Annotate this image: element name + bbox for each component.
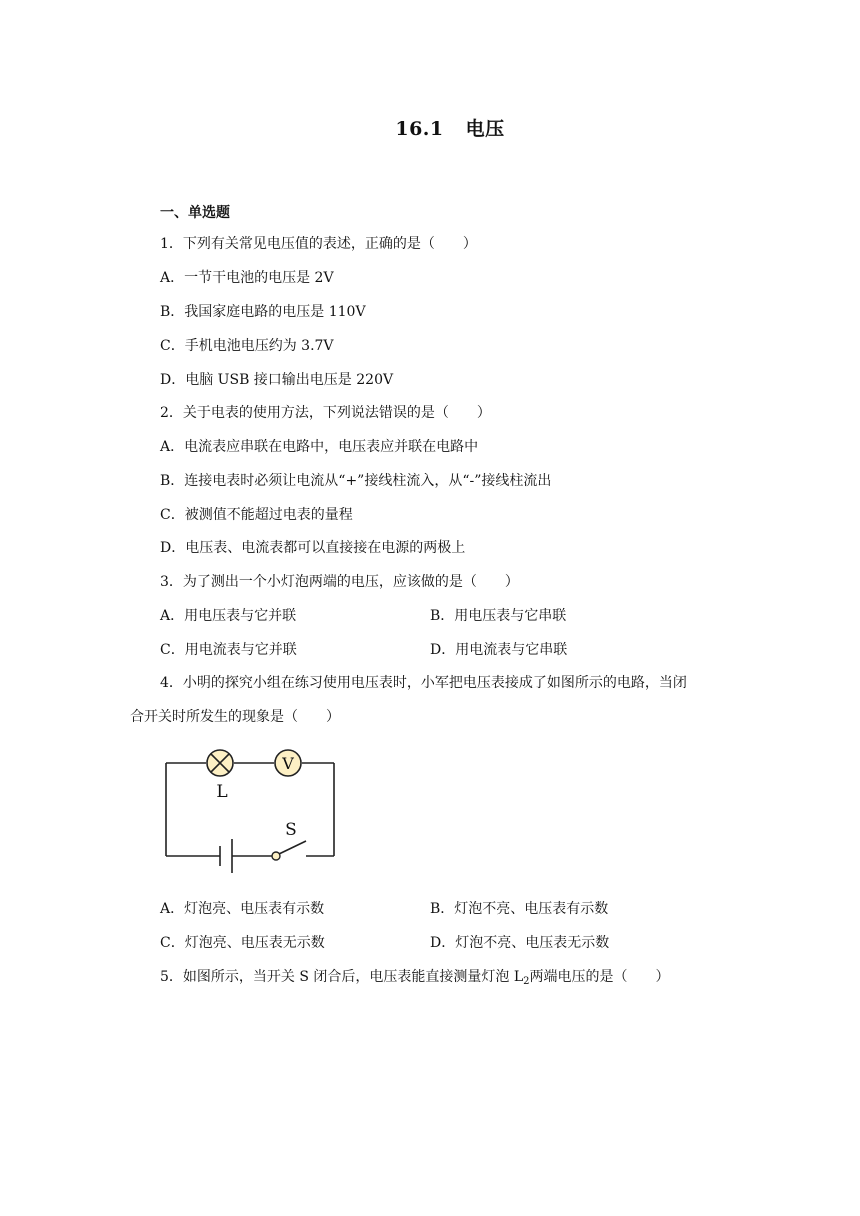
question-4-option-b: B．灯泡不亮、电压表有示数 [430, 901, 609, 917]
question-1-option-b: B．我国家庭电路的电压是 110V [160, 304, 366, 320]
question-2-option-a: A．电流表应串联在电路中，电压表应并联在电路中 [160, 439, 479, 455]
question-4-option-c: C．灯泡亮、电压表无示数 [160, 935, 325, 951]
question-3-option-d: D．用电流表与它串联 [430, 642, 568, 658]
question-4-stem-line-2: 合开关时所发生的现象是（ ） [130, 709, 340, 725]
question-3-option-a: A．用电压表与它并联 [160, 608, 297, 624]
question-2-option-b: B．连接电表时必须让电流从“+”接线柱流入，从“-”接线柱流出 [160, 473, 552, 489]
question-5-stem [160, 967, 670, 987]
switch-label: S [285, 820, 297, 840]
section-heading: 一、单选题 [160, 205, 230, 221]
question-4-stem-line-1: 4．小明的探究小组在练习使用电压表时，小军把电压表接成了如图所示的电路，当闭 [160, 675, 687, 691]
question-1-option-c: C．手机电池电压约为 3.7V [160, 338, 334, 354]
lamp-label: L [216, 782, 228, 802]
title-number: 16.1 [395, 118, 444, 140]
question-2-option-d: D．电压表、电流表都可以直接接在电源的两极上 [160, 540, 466, 556]
question-4-option-a: A．灯泡亮、电压表有示数 [160, 901, 325, 917]
question-2-option-c: C．被测值不能超过电表的量程 [160, 507, 353, 523]
question-3-option-c: C．用电流表与它并联 [160, 642, 297, 658]
voltmeter-label: V [282, 754, 294, 773]
switch-symbol [272, 841, 306, 860]
circuit-diagram [150, 745, 350, 875]
question-5-subscript: 2 [523, 976, 530, 987]
question-1-option-a: A．一节干电池的电压是 2V [160, 270, 334, 286]
page-title [0, 114, 860, 141]
question-1-option-d: D．电脑 USB 接口输出电压是 220V [160, 372, 394, 388]
question-1-stem: 1．下列有关常见电压值的表述，正确的是（ ） [160, 236, 477, 252]
question-3-stem: 3．为了测出一个小灯泡两端的电压，应该做的是（ ） [160, 574, 519, 590]
question-5-stem-pre: 5．如图所示，当开关 S 闭合后，电压表能直接测量灯泡 L [160, 969, 524, 985]
voltmeter-symbol [275, 750, 301, 776]
question-5-stem-post: 两端电压的是（ ） [529, 969, 670, 985]
battery-symbol [220, 839, 232, 873]
question-3-option-b: B．用电压表与它串联 [430, 608, 567, 624]
lamp-symbol [207, 750, 233, 776]
question-4-option-d: D．灯泡不亮、电压表无示数 [430, 935, 610, 951]
title-text: 电压 [465, 118, 505, 140]
question-2-stem: 2．关于电表的使用方法，下列说法错误的是（ ） [160, 405, 491, 421]
